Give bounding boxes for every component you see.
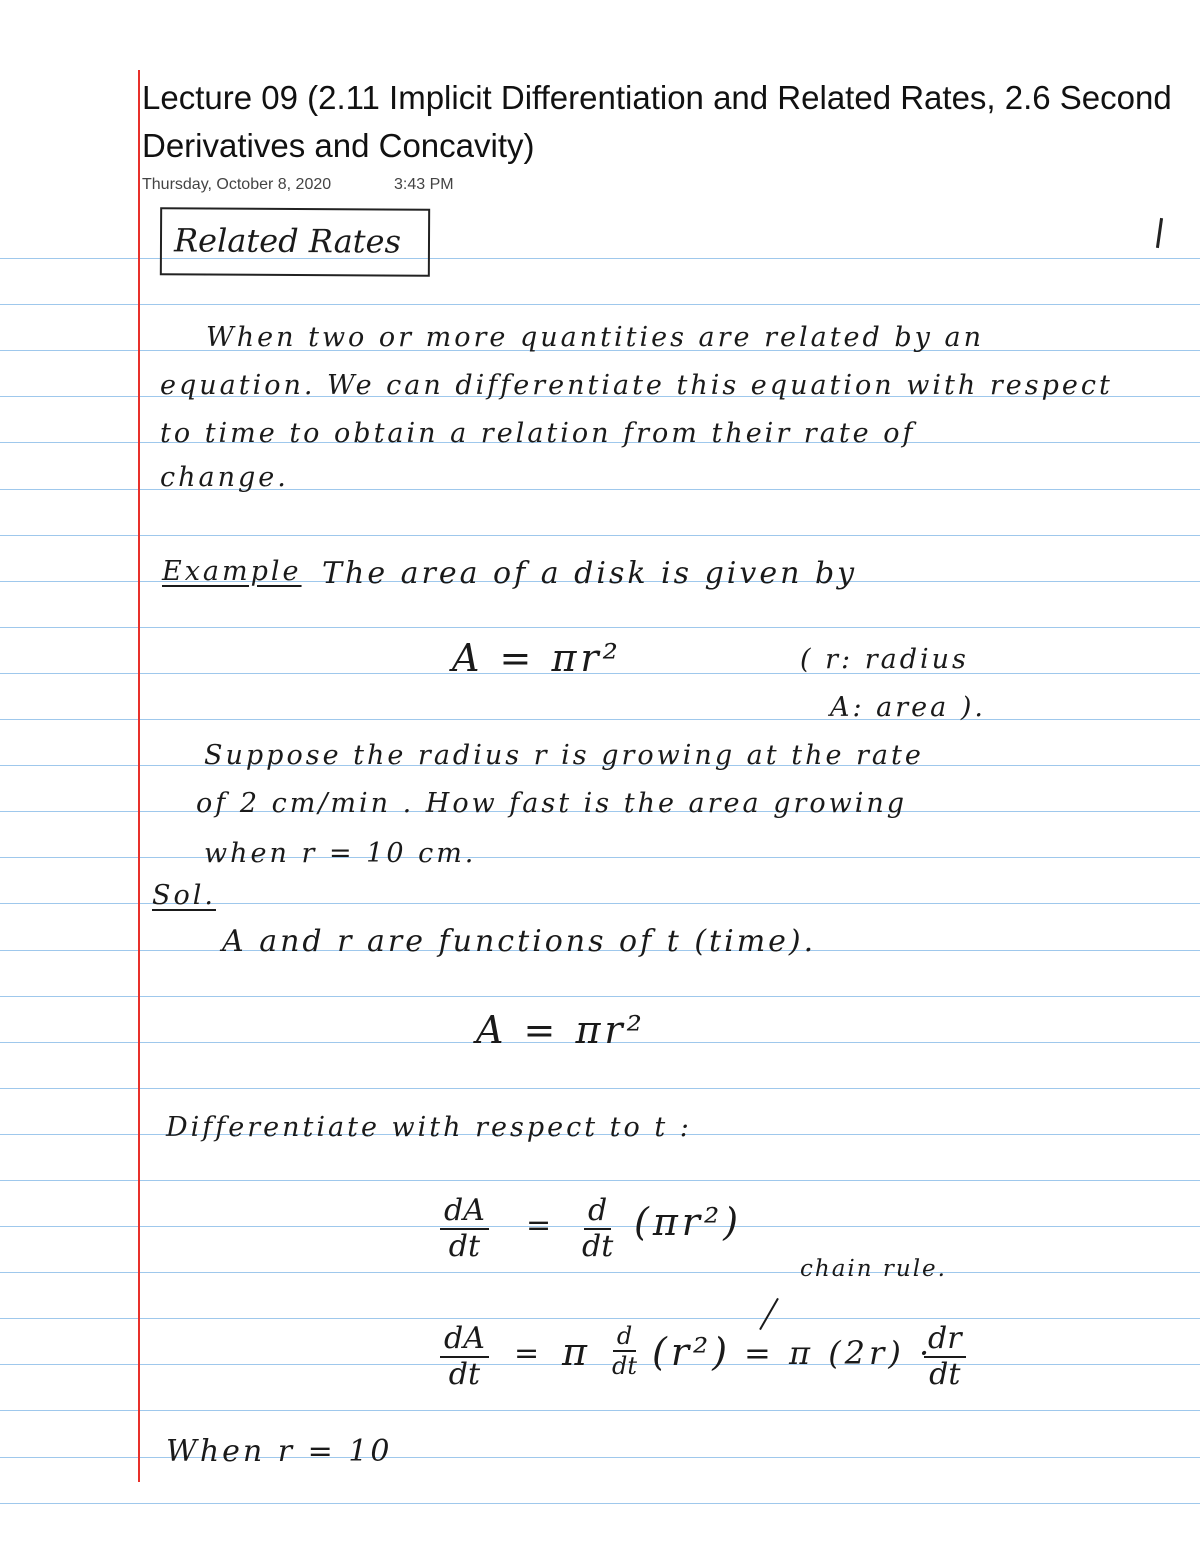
ruled-line [0, 535, 1200, 536]
solution-label: Sol. [152, 880, 216, 911]
equals-sign: = [526, 1208, 552, 1243]
problem-line: Suppose the radius r is growing at the rate [204, 740, 924, 771]
derivative-argument: (πr²) [634, 1200, 743, 1244]
ruled-line [0, 304, 1200, 305]
margin-line [138, 70, 140, 1482]
problem-line: when r = 10 cm. [204, 838, 477, 869]
example-label: Example [162, 556, 302, 587]
section-heading-box [160, 207, 430, 276]
fraction-dA-dt [440, 1194, 489, 1264]
fraction-numerator: dr [924, 1322, 966, 1358]
variable-legend: ( r: radius [800, 644, 969, 675]
intro-line: change. [160, 462, 289, 493]
ruled-line [0, 1364, 1200, 1365]
example-text: The area of a disk is given by [322, 556, 858, 591]
area-formula-repeat: A = πr² [476, 1008, 646, 1052]
equals-sign: = [514, 1336, 540, 1371]
section-heading: Related Rates [173, 221, 402, 261]
chain-rule-result: = π (2r) · [744, 1334, 934, 1372]
ruled-line [0, 1272, 1200, 1273]
chain-rule-note: chain rule. [800, 1256, 947, 1282]
area-formula: A = πr² [452, 636, 622, 680]
fraction-dA-dt [440, 1322, 489, 1392]
fraction-denominator: dt [448, 1357, 481, 1392]
variable-legend: A: area ). [830, 692, 986, 723]
page-time: 3:43 PM [394, 176, 454, 193]
intro-line: When two or more quantities are related by an [206, 322, 984, 353]
ruled-line [0, 719, 1200, 720]
derivative-argument: (r²) [652, 1330, 732, 1374]
pen-mark [1156, 218, 1163, 248]
fraction-denominator: dt [448, 1229, 481, 1264]
intro-line: to time to obtain a relation from their rate of [160, 418, 916, 449]
differentiate-line: Differentiate with respect to t : [166, 1112, 692, 1143]
pi-symbol: π [562, 1330, 591, 1374]
fraction-dr-dt [924, 1322, 966, 1392]
fraction-d-dt [578, 1194, 617, 1264]
fraction-denominator: dt [582, 1229, 614, 1264]
ruled-line [0, 996, 1200, 997]
solution-line: A and r are functions of t (time). [222, 924, 817, 959]
fraction-numerator: dA [440, 1194, 489, 1230]
problem-line: of 2 cm/min . How fast is the area growing [196, 788, 908, 819]
fraction-numerator: d [584, 1194, 611, 1230]
annotation-arrow [759, 1298, 779, 1330]
ruled-line [0, 1088, 1200, 1089]
fraction-numerator: d [613, 1322, 636, 1352]
fraction-d-dt [608, 1322, 641, 1380]
fraction-numerator: dA [440, 1322, 489, 1358]
page-date: Thursday, October 8, 2020 [142, 176, 332, 193]
ruled-line [0, 1318, 1200, 1319]
ruled-line [0, 1410, 1200, 1411]
ruled-line [0, 1503, 1200, 1504]
page-title: Lecture 09 (2.11 Implicit Differentiation and Related Rates, 2.6 Second Derivatives and Concavity) [142, 79, 1172, 164]
ruled-line [0, 1180, 1200, 1181]
ruled-line [0, 857, 1200, 858]
intro-line: equation. We can differentiate this equation with respect [160, 370, 1113, 401]
fraction-denominator: dt [929, 1357, 961, 1392]
final-line: When r = 10 [166, 1434, 393, 1469]
ruled-line [0, 627, 1200, 628]
fraction-denominator: dt [612, 1352, 638, 1380]
